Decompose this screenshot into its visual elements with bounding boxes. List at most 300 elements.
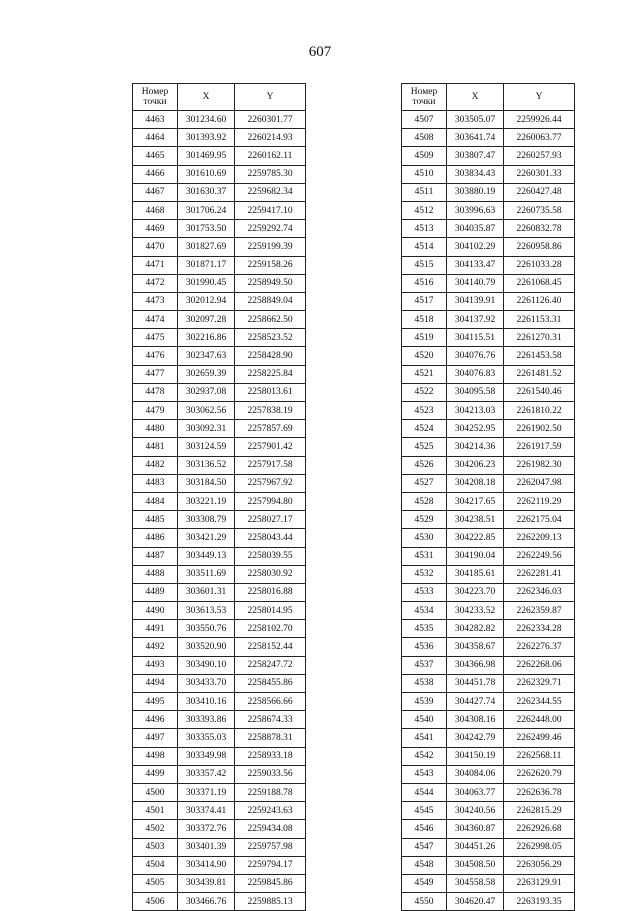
cell-point-number: 4541 [402,729,447,747]
cell-x: 303505.07 [447,111,504,129]
page-number: 607 [308,44,332,60]
cell-x: 304076.83 [447,365,504,383]
cell-point-number: 4470 [133,238,178,256]
table-row [133,656,306,674]
cell-point-number: 4478 [133,383,178,401]
cell-point-number: 4510 [402,165,447,183]
cell-point-number: 4548 [402,856,447,874]
cell-point-number: 4519 [402,329,447,347]
cell-x: 304217.65 [447,492,504,510]
coordinates-table-right [401,83,575,911]
cell-y: 2257994.80 [235,492,306,510]
table-header-row [133,84,306,111]
cell-point-number: 4532 [402,565,447,583]
header-point-number: Номер точки [402,84,447,111]
cell-point-number: 4518 [402,311,447,329]
cell-x: 303550.76 [178,620,235,638]
table-row [133,820,306,838]
cell-x: 304133.47 [447,256,504,274]
table-row [402,201,575,219]
cell-x: 304139.91 [447,292,504,310]
cell-point-number: 4543 [402,765,447,783]
cell-point-number: 4469 [133,220,178,238]
cell-point-number: 4537 [402,656,447,674]
cell-x: 303349.98 [178,747,235,765]
cell-y: 2259682.34 [235,183,306,201]
cell-point-number: 4487 [133,547,178,565]
cell-point-number: 4483 [133,474,178,492]
cell-x: 303641.74 [447,129,504,147]
cell-y: 2259794.17 [235,856,306,874]
cell-x: 304213.03 [447,402,504,420]
table-row [402,747,575,765]
table-row [133,256,306,274]
cell-point-number: 4550 [402,893,447,911]
cell-x: 303601.31 [178,583,235,601]
cell-point-number: 4529 [402,511,447,529]
cell-x: 304282.82 [447,620,504,638]
header-y: Y [504,84,575,111]
table-row [133,729,306,747]
cell-y: 2257838.19 [235,402,306,420]
cell-x: 301706.24 [178,201,235,219]
cell-y: 2258933.18 [235,747,306,765]
table-row [402,656,575,674]
table-row [133,783,306,801]
cell-x: 304558.58 [447,874,504,892]
cell-y: 2258849.04 [235,292,306,310]
cell-y: 2258030.92 [235,565,306,583]
cell-x: 304620.47 [447,893,504,911]
cell-point-number: 4476 [133,347,178,365]
cell-x: 302216.86 [178,329,235,347]
cell-point-number: 4485 [133,511,178,529]
table-row [133,765,306,783]
cell-point-number: 4499 [133,765,178,783]
cell-point-number: 4545 [402,802,447,820]
table-row [133,347,306,365]
cell-y: 2260257.93 [504,147,575,165]
table-row [133,511,306,529]
cell-x: 303393.86 [178,711,235,729]
table-row [402,347,575,365]
cell-y: 2258043.44 [235,529,306,547]
cell-x: 303466.76 [178,893,235,911]
cell-y: 2263129.91 [504,874,575,892]
cell-y: 2258455.86 [235,674,306,692]
table-row [133,111,306,129]
cell-x: 304185.61 [447,565,504,583]
table-row [133,529,306,547]
cell-y: 2261982.30 [504,456,575,474]
cell-y: 2258014.95 [235,602,306,620]
cell-point-number: 4535 [402,620,447,638]
cell-x: 303355.03 [178,729,235,747]
table-row [402,274,575,292]
cell-y: 2258662.50 [235,311,306,329]
cell-point-number: 4502 [133,820,178,838]
cell-x: 304427.74 [447,693,504,711]
cell-point-number: 4467 [133,183,178,201]
cell-x: 304451.78 [447,674,504,692]
cell-y: 2262329.71 [504,674,575,692]
cell-x: 304137.92 [447,311,504,329]
cell-point-number: 4495 [133,693,178,711]
cell-y: 2260063.77 [504,129,575,147]
cell-y: 2261481.52 [504,365,575,383]
cell-point-number: 4516 [402,274,447,292]
cell-x: 304308.16 [447,711,504,729]
cell-point-number: 4465 [133,147,178,165]
cell-x: 304358.67 [447,638,504,656]
table-row [402,674,575,692]
table-row [402,183,575,201]
cell-x: 304095.58 [447,383,504,401]
cell-y: 2260427.48 [504,183,575,201]
table-row [402,129,575,147]
cell-y: 2261126.40 [504,292,575,310]
cell-y: 2262119.29 [504,492,575,510]
table-row [402,256,575,274]
cell-y: 2262175.04 [504,511,575,529]
table-row [402,492,575,510]
table-row [133,420,306,438]
cell-point-number: 4497 [133,729,178,747]
table-row [133,438,306,456]
table-row [402,456,575,474]
cell-x: 303433.70 [178,674,235,692]
cell-y: 2259243.63 [235,802,306,820]
cell-x: 303834.43 [447,165,504,183]
cell-y: 2259926.44 [504,111,575,129]
cell-x: 304451.26 [447,838,504,856]
cell-y: 2258102.70 [235,620,306,638]
table-row [133,292,306,310]
cell-point-number: 4463 [133,111,178,129]
cell-point-number: 4509 [402,147,447,165]
table-row [402,547,575,565]
cell-x: 303421.29 [178,529,235,547]
cell-point-number: 4522 [402,383,447,401]
cell-x: 303124.59 [178,438,235,456]
table-row [402,602,575,620]
cell-y: 2261902.50 [504,420,575,438]
table-row [133,602,306,620]
cell-x: 304366.98 [447,656,504,674]
cell-y: 2258039.55 [235,547,306,565]
cell-point-number: 4544 [402,783,447,801]
cell-point-number: 4507 [402,111,447,129]
cell-y: 2257967.92 [235,474,306,492]
cell-x: 302097.28 [178,311,235,329]
cell-point-number: 4481 [133,438,178,456]
table-row [402,783,575,801]
cell-point-number: 4527 [402,474,447,492]
table-row [133,274,306,292]
cell-point-number: 4528 [402,492,447,510]
cell-x: 301753.50 [178,220,235,238]
cell-x: 303401.39 [178,838,235,856]
cell-x: 304223.70 [447,583,504,601]
cell-point-number: 4538 [402,674,447,692]
table-row [402,874,575,892]
cell-point-number: 4500 [133,783,178,801]
table-row [402,583,575,601]
cell-y: 2261068.45 [504,274,575,292]
cell-point-number: 4534 [402,602,447,620]
cell-x: 303439.81 [178,874,235,892]
table-row [133,365,306,383]
table-row [133,311,306,329]
table-row [133,711,306,729]
table-row [133,638,306,656]
table-row [133,674,306,692]
cell-y: 2262359.87 [504,602,575,620]
table-row [402,711,575,729]
cell-y: 2262209.13 [504,529,575,547]
cell-y: 2261270.31 [504,329,575,347]
cell-y: 2262276.37 [504,638,575,656]
cell-point-number: 4472 [133,274,178,292]
cell-y: 2257857.69 [235,420,306,438]
table-row [402,238,575,256]
table-row [133,456,306,474]
cell-x: 303092.31 [178,420,235,438]
cell-x: 303372.76 [178,820,235,838]
cell-point-number: 4498 [133,747,178,765]
cell-y: 2263193.35 [504,893,575,911]
cell-x: 304360.87 [447,820,504,838]
cell-x: 304115.51 [447,329,504,347]
cell-y: 2260301.33 [504,165,575,183]
table-row [402,511,575,529]
cell-x: 303371.19 [178,783,235,801]
table-row [402,529,575,547]
table-row [133,802,306,820]
table-row [402,565,575,583]
cell-y: 2260301.77 [235,111,306,129]
cell-x: 303136.52 [178,456,235,474]
cell-x: 302012.94 [178,292,235,310]
cell-y: 2262815.29 [504,802,575,820]
table-row [133,874,306,892]
table-row [402,893,575,911]
cell-point-number: 4525 [402,438,447,456]
cell-x: 304240.56 [447,802,504,820]
cell-x: 303996.63 [447,201,504,219]
cell-y: 2258674.33 [235,711,306,729]
cell-point-number: 4508 [402,129,447,147]
cell-point-number: 4466 [133,165,178,183]
table-header-row [402,84,575,111]
cell-y: 2258949.50 [235,274,306,292]
table-row [402,820,575,838]
cell-y: 2259434.08 [235,820,306,838]
cell-x: 304222.85 [447,529,504,547]
cell-point-number: 4520 [402,347,447,365]
cell-y: 2259033.56 [235,765,306,783]
cell-x: 304508.50 [447,856,504,874]
cell-y: 2262620.79 [504,765,575,783]
cell-y: 2257901.42 [235,438,306,456]
table-row [133,165,306,183]
table-row [402,838,575,856]
cell-point-number: 4539 [402,693,447,711]
cell-point-number: 4473 [133,292,178,310]
cell-point-number: 4517 [402,292,447,310]
cell-point-number: 4496 [133,711,178,729]
cell-y: 2261540.46 [504,383,575,401]
cell-y: 2259188.78 [235,783,306,801]
cell-point-number: 4493 [133,656,178,674]
table-row [402,402,575,420]
table-row [402,329,575,347]
cell-y: 2259158.26 [235,256,306,274]
cell-point-number: 4490 [133,602,178,620]
cell-y: 2259785.30 [235,165,306,183]
cell-y: 2258152.44 [235,638,306,656]
table-row [402,802,575,820]
cell-x: 304214.36 [447,438,504,456]
table-row [402,856,575,874]
cell-y: 2258013.61 [235,383,306,401]
cell-x: 303511.69 [178,565,235,583]
cell-y: 2261810.22 [504,402,575,420]
cell-x: 303613.53 [178,602,235,620]
cell-point-number: 4513 [402,220,447,238]
cell-y: 2262268.06 [504,656,575,674]
cell-y: 2261033.28 [504,256,575,274]
cell-point-number: 4546 [402,820,447,838]
cell-y: 2261153.31 [504,311,575,329]
cell-point-number: 4506 [133,893,178,911]
header-point-number: Номер точки [133,84,178,111]
coordinates-table-left [132,83,306,911]
table-row [402,292,575,310]
table-row [133,747,306,765]
cell-x: 304076.76 [447,347,504,365]
cell-y: 2260162.11 [235,147,306,165]
cell-y: 2258878.31 [235,729,306,747]
cell-x: 303357.42 [178,765,235,783]
cell-y: 2262636.78 [504,783,575,801]
cell-point-number: 4536 [402,638,447,656]
table-row [133,620,306,638]
cell-point-number: 4491 [133,620,178,638]
table-row [133,147,306,165]
table-row [402,638,575,656]
table-row [133,183,306,201]
cell-x: 301234.60 [178,111,235,129]
cell-point-number: 4482 [133,456,178,474]
cell-point-number: 4468 [133,201,178,219]
cell-x: 304206.23 [447,456,504,474]
cell-x: 302659.39 [178,365,235,383]
table-row [402,311,575,329]
cell-y: 2257917.58 [235,456,306,474]
cell-point-number: 4475 [133,329,178,347]
cell-x: 303374.41 [178,802,235,820]
cell-x: 303184.50 [178,474,235,492]
cell-y: 2262568.11 [504,747,575,765]
cell-x: 303880.19 [447,183,504,201]
cell-x: 304102.29 [447,238,504,256]
cell-point-number: 4494 [133,674,178,692]
cell-y: 2258566.66 [235,693,306,711]
cell-x: 303221.19 [178,492,235,510]
cell-y: 2258016.88 [235,583,306,601]
table-row [402,765,575,783]
table-row [133,893,306,911]
table-row [402,111,575,129]
cell-point-number: 4521 [402,365,447,383]
cell-point-number: 4524 [402,420,447,438]
cell-y: 2262998.05 [504,838,575,856]
cell-x: 301990.45 [178,274,235,292]
cell-y: 2263056.29 [504,856,575,874]
cell-point-number: 4531 [402,547,447,565]
cell-point-number: 4540 [402,711,447,729]
cell-point-number: 4526 [402,456,447,474]
cell-point-number: 4503 [133,838,178,856]
cell-y: 2259885.13 [235,893,306,911]
table-row [133,238,306,256]
cell-y: 2262334.28 [504,620,575,638]
cell-y: 2258247.72 [235,656,306,674]
cell-x: 304242.79 [447,729,504,747]
cell-point-number: 4530 [402,529,447,547]
cell-y: 2258225.84 [235,365,306,383]
table-row [133,220,306,238]
table-row [133,492,306,510]
cell-x: 303807.47 [447,147,504,165]
cell-point-number: 4515 [402,256,447,274]
cell-y: 2262448.00 [504,711,575,729]
cell-x: 303449.13 [178,547,235,565]
cell-x: 301393.92 [178,129,235,147]
cell-y: 2258428.90 [235,347,306,365]
cell-point-number: 4474 [133,311,178,329]
cell-point-number: 4549 [402,874,447,892]
table-row [133,856,306,874]
cell-x: 304252.95 [447,420,504,438]
table-row [133,583,306,601]
table-row [402,729,575,747]
cell-y: 2259757.98 [235,838,306,856]
table-row [133,474,306,492]
cell-point-number: 4505 [133,874,178,892]
cell-point-number: 4479 [133,402,178,420]
cell-point-number: 4489 [133,583,178,601]
cell-y: 2259292.74 [235,220,306,238]
table-row [133,402,306,420]
cell-y: 2259417.10 [235,201,306,219]
table-row [133,547,306,565]
table-row [133,201,306,219]
cell-y: 2260958.86 [504,238,575,256]
cell-y: 2258523.52 [235,329,306,347]
table-row [133,383,306,401]
cell-x: 304035.87 [447,220,504,238]
cell-x: 304063.77 [447,783,504,801]
table-row [402,474,575,492]
cell-x: 304233.52 [447,602,504,620]
cell-point-number: 4514 [402,238,447,256]
cell-x: 304208.18 [447,474,504,492]
table-row [402,365,575,383]
cell-x: 303410.16 [178,693,235,711]
cell-y: 2262047.98 [504,474,575,492]
